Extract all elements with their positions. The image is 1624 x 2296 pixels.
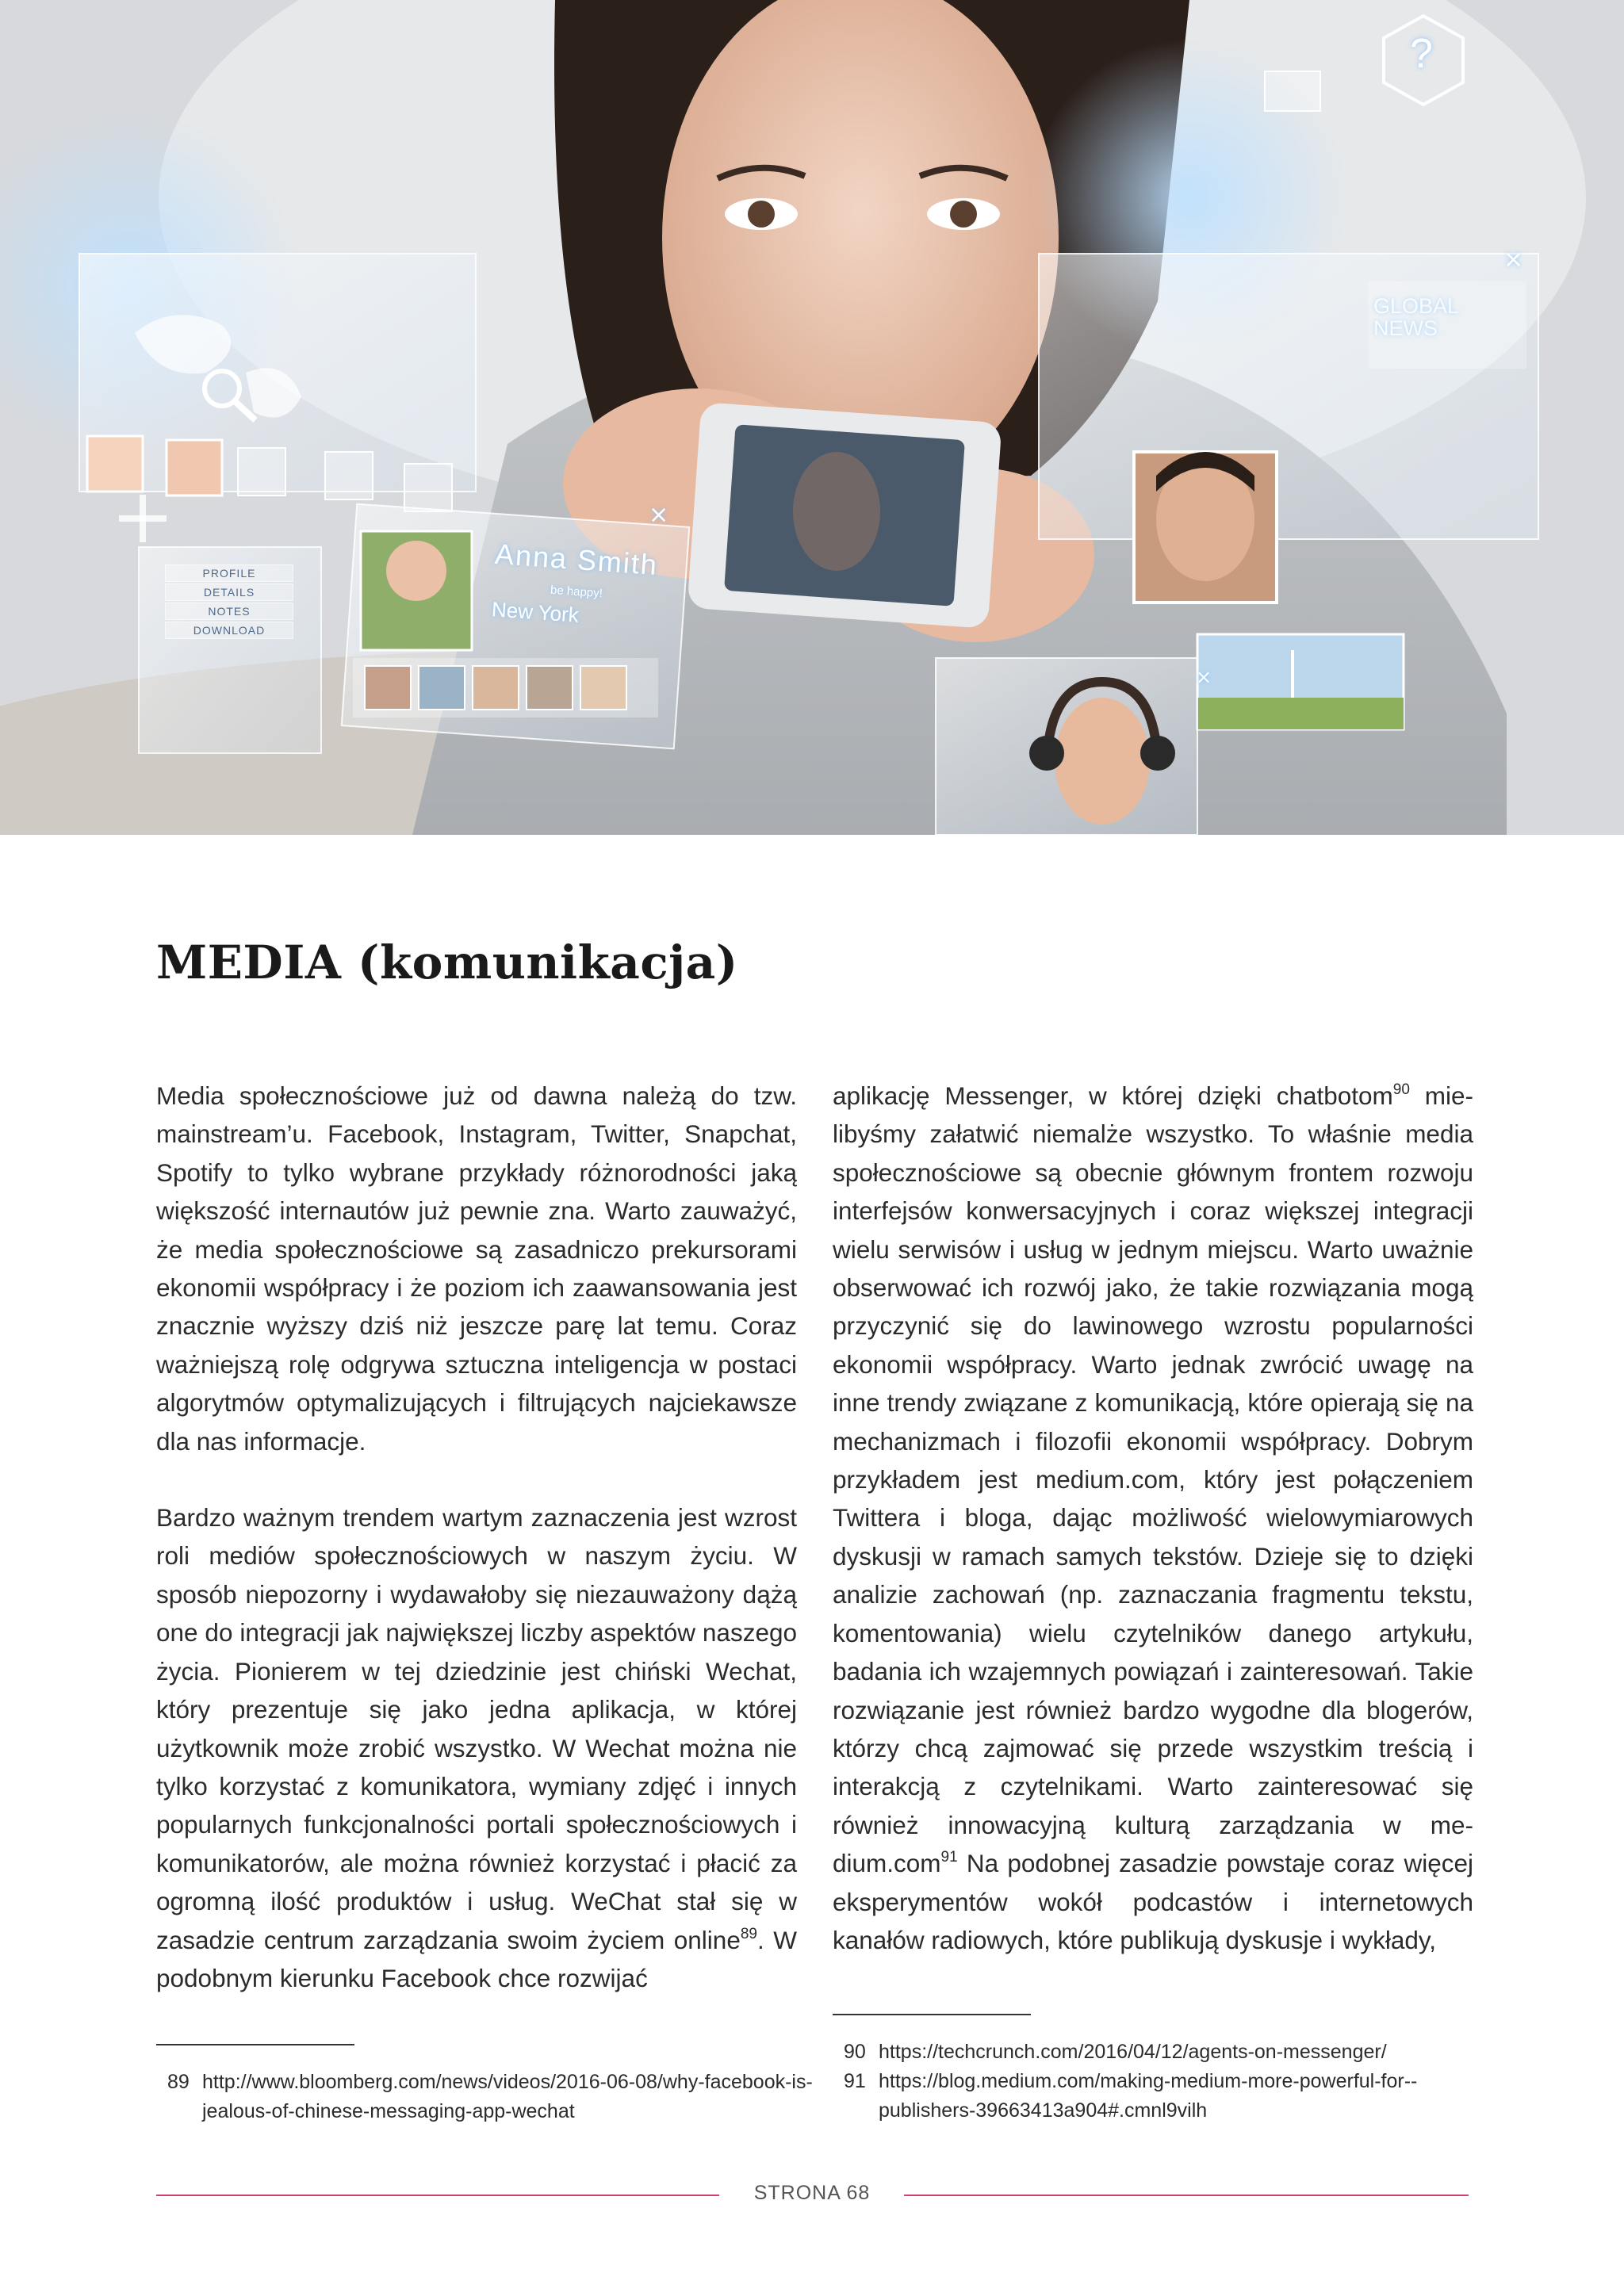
page-title: MEDIA (komunikacja) bbox=[156, 936, 738, 989]
profile-menu-profile[interactable]: PROFILE bbox=[165, 564, 293, 582]
paragraph-text: mielibyśmy załatwić niemalże wszystko. To właśnie media społecznościowe są obecnie głównym frontem rozwoju interfejsów konwersacyjnych i coraz większej integracji wielu serwisów i usług w jednym miejscu. Warto uważnie obserwować ich rozwój jako, że takie rozwiązania mogą przyczynić się do lawinowego wzrostu popularności ekonomii współpracy. Warto jednak zwrócić uwagę na inne trendy związane z komunikacją, które opierają się na mechanizmach i filozofii ekonomii współpracy. Dobrym przykładem jest medium.com, który jest połączeniem Twittera i bloga, dając możliwość wielowymiarowych dyskusji w ramach samych tekstów. Dzieje się to dzięki analizie zachowań (np. zaznaczania fragmentu tekstu, komentowania) wielu czytelników danego artykułu, badania ich wzajemnych powiązań i zainteresowań. Takie rozwiązanie jest również bardzo wygodne dla blogerów, którzy chcą zajmować się przede wszystkim treścią i interakcją z czytelnikami. Warto zainteresować się również innowacyjną kulturą zarządzania w medium.com bbox=[833, 1081, 1473, 1878]
footnote-number: 90 bbox=[844, 2041, 866, 2063]
footnotes-left bbox=[167, 2068, 818, 2126]
page-number: STRONA 68 bbox=[753, 2182, 871, 2204]
footnote-item bbox=[167, 2068, 818, 2126]
profile-card-city: New York bbox=[491, 597, 580, 627]
paragraph-text: aplikację Messenger, w której dzięki chatbotom bbox=[833, 1081, 1393, 1110]
footnote-link[interactable]: http://www.bloomberg.com/news/videos/2016-06-08/why-facebook-is-jealous-of-chinese-messaging-app-wechat bbox=[202, 2071, 813, 2122]
footnote-number: 89 bbox=[167, 2071, 190, 2093]
footnote-link[interactable]: https://techcrunch.com/2016/04/12/agents-on-messenger/ bbox=[879, 2041, 1387, 2063]
hero-illustration bbox=[0, 0, 1624, 835]
footnote-item bbox=[844, 2038, 1494, 2067]
paragraph-text: Na podobnej zasadzie powstaje coraz więcej eksperymentów wokół podcastów i internetowych kanałów radiowych, które publikują dyskusje i wykłady, bbox=[833, 1849, 1473, 1954]
paragraph bbox=[156, 1498, 797, 1997]
footnote-divider bbox=[833, 2014, 1031, 2015]
footnote-ref[interactable]: 89 bbox=[740, 1925, 757, 1942]
paragraph-text: . W podobnym kierunku Facebook chce rozwijać bbox=[156, 1925, 797, 1992]
left-column bbox=[156, 1077, 797, 2035]
hero-photo bbox=[0, 0, 1624, 835]
footnote-ref[interactable]: 90 bbox=[1392, 1081, 1410, 1098]
footnote-number: 91 bbox=[844, 2070, 866, 2092]
paragraph: Media społecznościowe już od dawna należą do tzw. mainstream’u. Facebook, Instagram, Twitter, Snapchat, Spotify to tylko wybrane przykłady różnorodności jaką większość internautów już pewnie zna. Warto zauważyć, że media społecznościowe są zasadniczo prekursorami ekonomii współpracy i że poziom ich zaawansowania jest znacznie wyższy dziś niż jeszcze parę lat temu. Coraz ważniejszą rolę odgrywa sztuczna inteligencja w postaci algorytmów optymalizujących i filtrujących najciekawsze dla nas informacje. bbox=[156, 1081, 797, 1456]
profile-menu-details[interactable]: DETAILS bbox=[165, 584, 293, 601]
paragraph bbox=[833, 1077, 1473, 1959]
footer-rule-left bbox=[156, 2195, 719, 2196]
footnote-item bbox=[844, 2067, 1494, 2126]
footnote-link[interactable]: https://blog.medium.com/making-medium-more-powerful-for--publishers-39663413a904#.cmnl9vilh bbox=[879, 2070, 1418, 2122]
close-icon[interactable]: × bbox=[1196, 666, 1212, 688]
profile-menu-download[interactable]: DOWNLOAD bbox=[165, 622, 293, 639]
profile-menu-notes[interactable]: NOTES bbox=[165, 603, 293, 620]
profile-card-name: Anna Smith bbox=[493, 537, 660, 582]
footnotes-right bbox=[844, 2038, 1494, 2126]
footnote-ref[interactable]: 91 bbox=[940, 1849, 958, 1866]
close-icon[interactable]: × bbox=[1503, 246, 1524, 274]
help-icon[interactable]: ? bbox=[1410, 31, 1433, 77]
footer-rule-right bbox=[904, 2195, 1469, 2196]
close-icon[interactable]: × bbox=[649, 501, 669, 529]
global-news-title: GLOBAL NEWS bbox=[1373, 294, 1459, 340]
paragraph-text: Bardzo ważnym trendem wartym zaznaczenia jest wzrost roli mediów społecznościowych w naszym życiu. W sposób niepozorny i wydawałoby się niezauważony dążą one do integracji jak największej liczby aspektów naszego życia. Pionierem w tej dziedzinie jest chiński Wechat, który prezentuje się jako jedna aplikacja, w której użytkownik może zrobić wszystko. W Wechat można nie tylko korzystać z komunikatora, wymiany zdjęć i innych popularnych funkcjonalności portali społecznościowych i komunikatorów, ale można również korzystać i płacić za ogromną ilość produktów i usług. WeChat stał się w zasadzie centrum zarządzania swoim życiem online bbox=[156, 1503, 797, 1954]
profile-card-tagline: be happy! bbox=[550, 583, 603, 601]
footnote-divider bbox=[156, 2044, 354, 2045]
right-column bbox=[833, 1077, 1473, 1997]
